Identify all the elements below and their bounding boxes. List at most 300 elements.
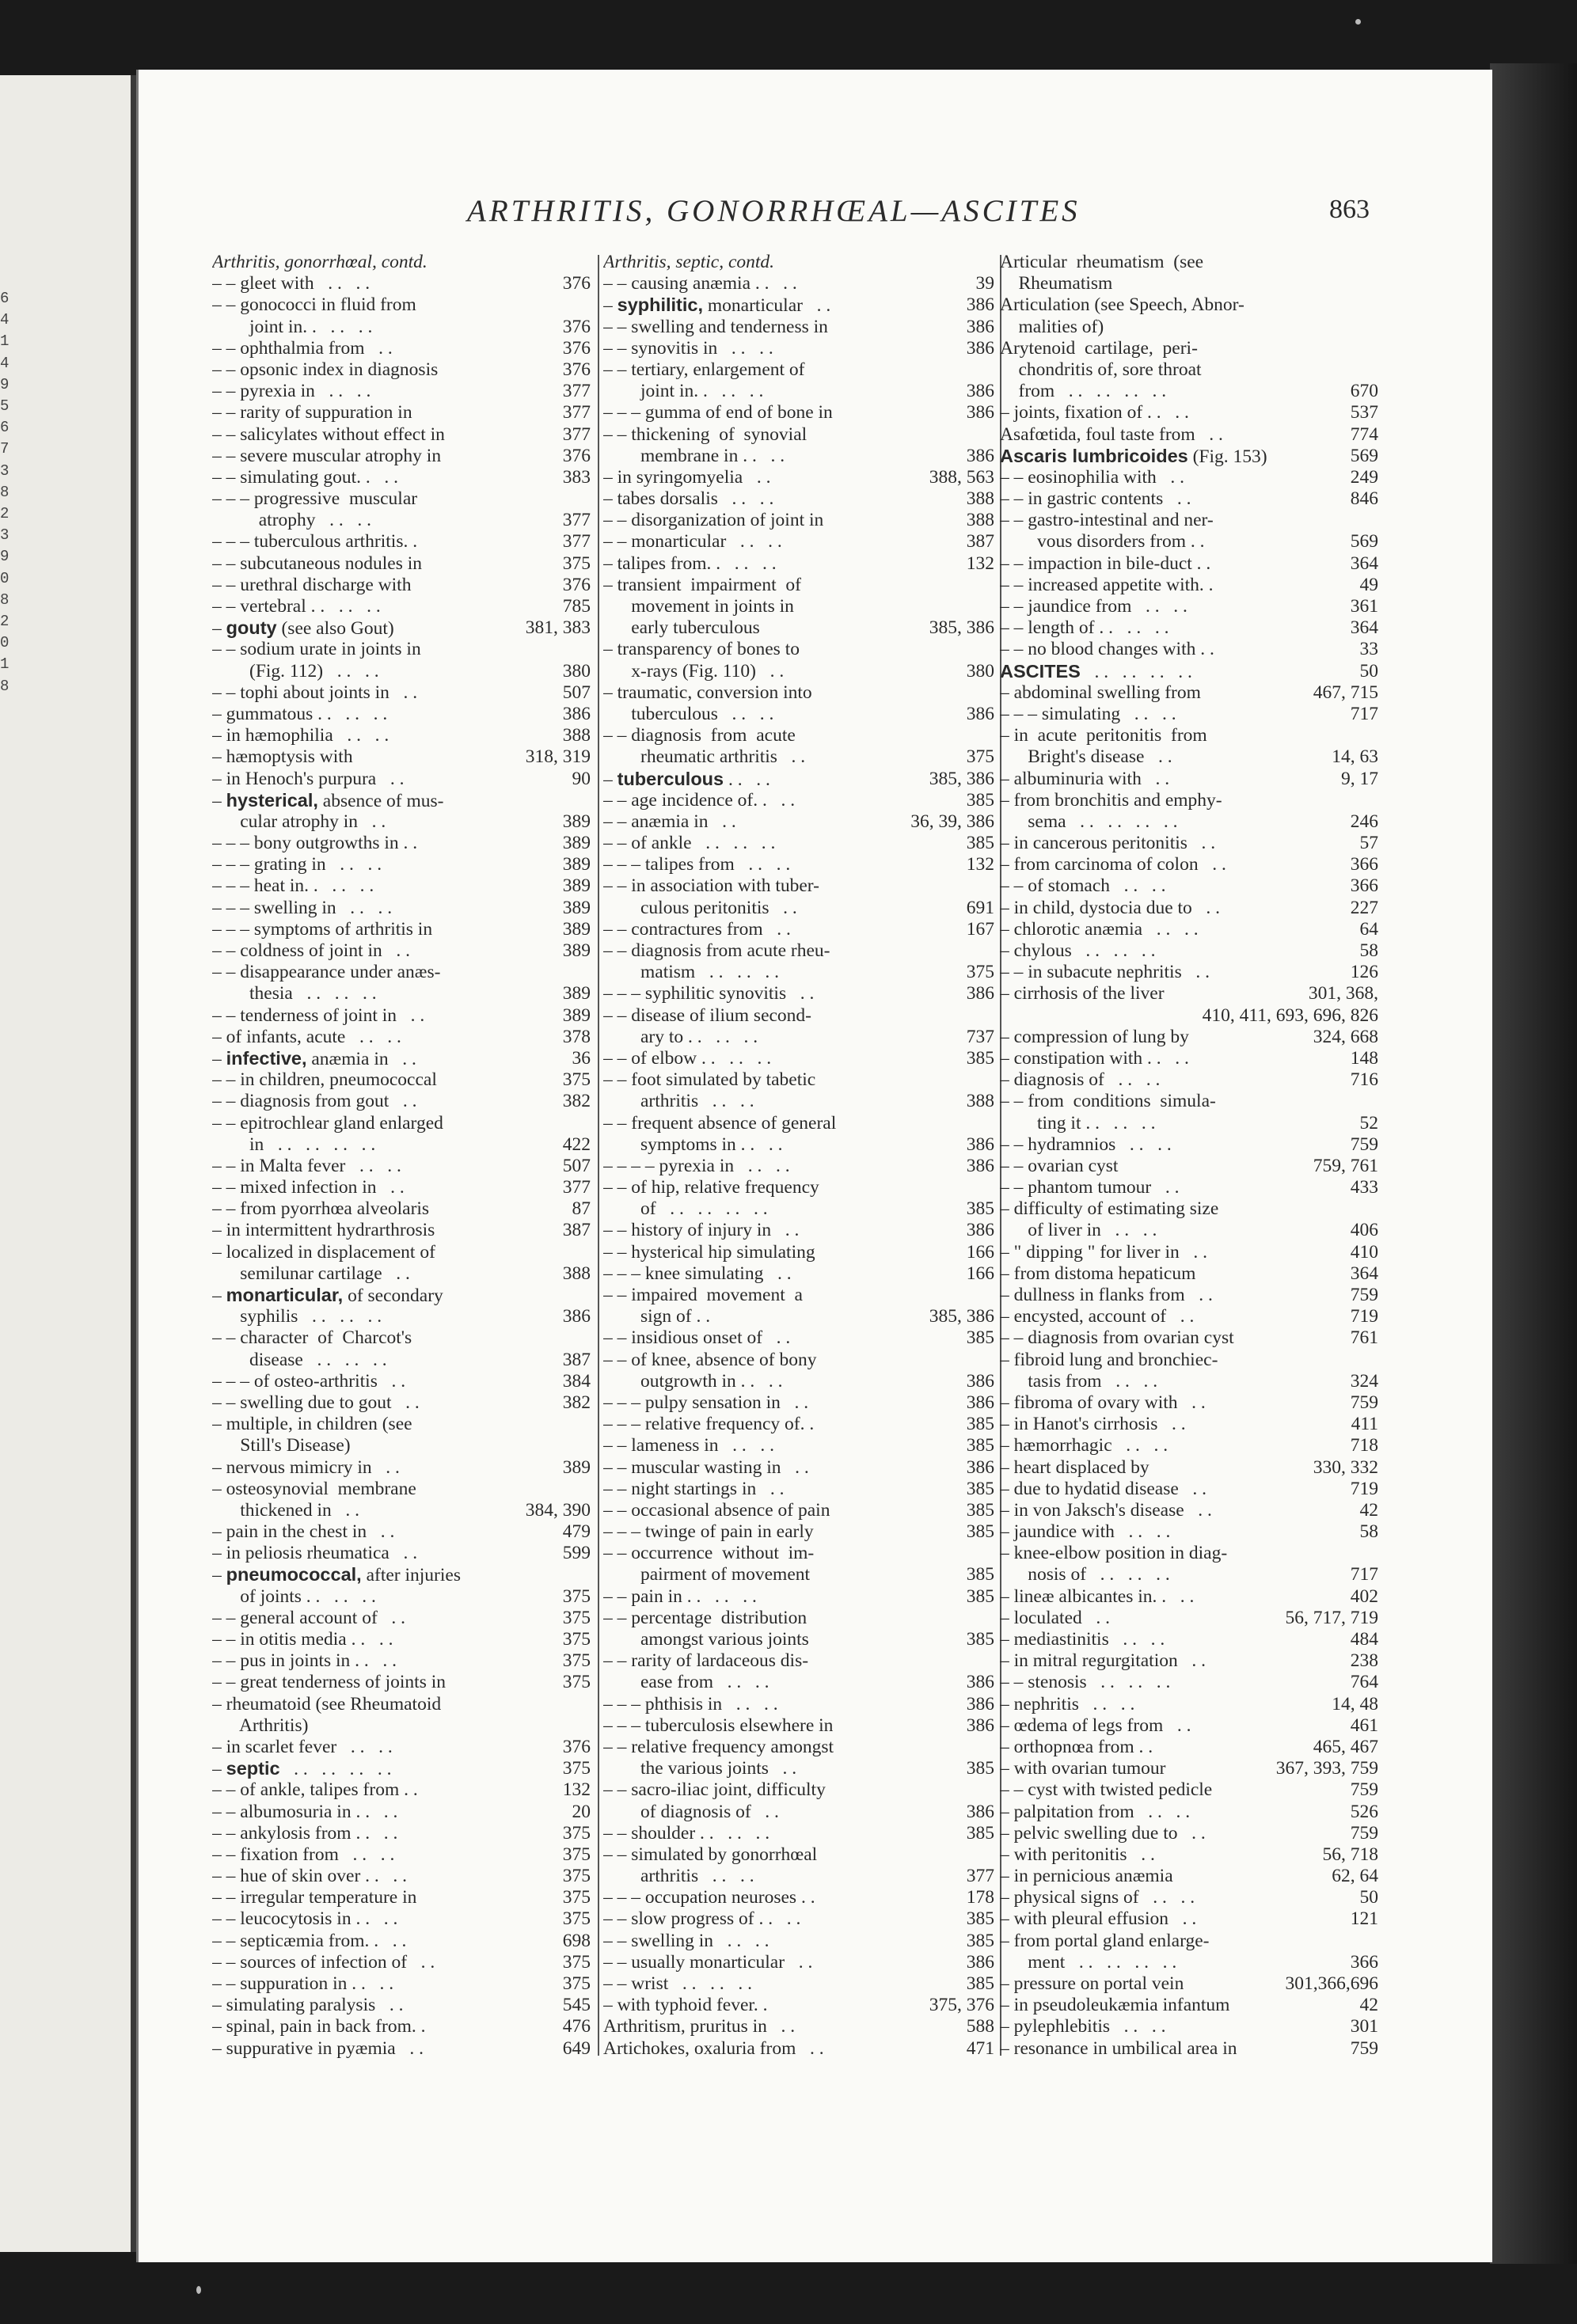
index-entry [603,1350,994,1371]
entry-text: – with ovarian tumour [1000,1758,1166,1779]
entry-text: arthritis . . . . [603,1091,754,1112]
index-entry [212,1887,591,1908]
index-entry [1000,1952,1378,1973]
entry-text: – – usually monarticular . . [603,1951,813,1973]
page-reference: 389 [562,854,591,875]
entry-text: – suppurative in pyæmia . . [212,2037,424,2059]
index-entry [212,1672,591,1693]
entry-text: – – great tenderness of joints in [212,1672,446,1693]
entry-text: – in Henoch's purpura . . [212,768,405,789]
page-reference: 385 [966,1414,994,1435]
index-entry [212,833,591,854]
entry-text: – albuminuria with . . [1000,768,1170,789]
page-reference: 385 [966,1585,994,1607]
entry-text: thickened in . . [212,1499,360,1521]
page-reference: 366 [1350,1951,1378,1973]
index-entry [603,898,994,919]
index-entry [212,1952,591,1973]
page-reference: 569 [1350,531,1378,553]
entry-text: – septic . . . . . . . . [212,1758,392,1780]
entry-text: the various joints . . [603,1758,797,1779]
entry-text: – with pleural effusion . . [1000,1908,1197,1930]
margin-digit: 1 [0,332,10,351]
entry-text: – pelvic swelling due to . . [1000,1822,1206,1844]
entry-text: – – insidious onset of . . [603,1327,791,1349]
entry-text: – – fixation from . . . . [212,1844,395,1865]
index-entry [1000,1694,1378,1715]
page-reference: 465, 467 [1313,1736,1378,1757]
index-entry [1000,1672,1378,1693]
entry-text: – – diagnosis from acute rheu- [603,940,830,961]
index-entry [212,704,591,725]
index-entry [212,1350,591,1371]
index-entry [603,1134,994,1156]
page-reference: 376 [562,316,591,337]
page-reference: 52 [1359,1112,1378,1134]
index-entry [603,746,994,768]
entry-text: – – urethral discharge with [212,574,412,595]
entry-text: – – in otitis media . . . . [212,1629,393,1650]
index-entry [1000,639,1378,660]
index-entry [1000,1285,1378,1306]
entry-text: – – ankylosis from . . . . [212,1822,398,1844]
entry-text: – – – of osteo-arthritis . . [212,1370,406,1392]
index-entry [603,2016,994,2037]
page-reference: 386 [966,1392,994,1413]
index-entry [603,1285,994,1306]
index-entry [1000,359,1378,381]
entry-text: of joints . . . . . . [212,1585,376,1607]
entry-text: – – pain in . . . . . . [603,1585,757,1607]
index-entry [603,1457,994,1479]
index-entry [212,553,591,575]
page-reference: 377 [562,381,591,402]
entry-text: malities of) [1000,316,1104,337]
entry-text: – chlorotic anæmia . . . . [1000,918,1199,940]
index-entry [212,1608,591,1629]
index-entry [212,1371,591,1392]
index-entry [603,1995,994,2016]
entry-text: – – in subacute nephritis . . [1000,962,1210,983]
index-entry [1000,1134,1378,1156]
index-entry [603,338,994,359]
index-entry [603,1392,994,1414]
page-reference: 389 [562,875,591,897]
entry-text: – – of ankle . . . . . . [603,833,776,854]
entry-text: – – diagnosis from ovarian cyst [1000,1327,1234,1349]
page-reference: 366 [1350,854,1378,875]
entry-text: – – albumosuria in . . . . [212,1801,398,1822]
index-entry [1000,1242,1378,1263]
index-entry [1000,833,1378,854]
index-entry [603,402,994,423]
index-entry [212,1027,591,1048]
page-reference: 375 [562,553,591,574]
page-reference: 376 [562,574,591,595]
page-reference: 385 [966,1758,994,1779]
page-reference: 846 [1350,488,1378,510]
index-entry [603,1543,994,1564]
index-entry [1000,1177,1378,1198]
entry-text: – – opsonic index in diagnosis [212,359,439,380]
index-entry [1000,1327,1378,1349]
entry-text: – simulating paralysis . . [212,1995,404,2016]
entry-text: – – epitrochlear gland enlarged [212,1112,443,1134]
entry-text: – – – gumma of end of bone in [603,402,833,423]
index-entry [1000,446,1378,467]
page-reference: 375 [562,1758,591,1779]
entry-text: – – leucocytosis in . . . . [212,1908,398,1930]
index-entry [603,1931,994,1952]
page-reference: 386 [966,1220,994,1241]
entry-text: – in intermittent hydrarthrosis [212,1220,435,1241]
margin-digit: 0 [0,569,10,587]
index-entry [603,1371,994,1392]
entry-text: ary to . . . . . . [603,1026,758,1047]
index-entry [212,402,591,423]
page-reference: 385 [966,1908,994,1930]
page-reference: 402 [1350,1585,1378,1607]
index-entry [212,769,591,790]
index-entry [212,1564,591,1585]
index-entry [212,273,591,294]
entry-text: (Fig. 112) . . . . [212,660,379,682]
page-reference: 719 [1350,1306,1378,1327]
index-entry [1000,962,1378,983]
page-reference: 387 [562,1349,591,1370]
page-reference: 377 [562,510,591,531]
index-entry [603,596,994,617]
entry-text: – tuberculous . . . . [603,768,770,790]
entry-text: – pressure on portal vein [1000,1973,1184,1994]
index-entry [212,467,591,488]
page-reference: 385 [966,789,994,811]
index-entry [212,875,591,897]
index-entry [603,661,994,682]
index-entry [212,1908,591,1930]
entry-text: – – slow progress of . . . . [603,1908,801,1930]
page-reference: 719 [1350,1478,1378,1499]
index-entry [1000,1586,1378,1608]
page-reference: 56, 717, 719 [1285,1607,1378,1628]
index-entry [1000,2016,1378,2037]
entry-text: outgrowth in . . . . [603,1370,783,1392]
index-entry [1000,317,1378,338]
index-entry [212,1285,591,1306]
entry-text: Arthritis, septic, contd. [603,252,775,272]
entry-text: – – no blood changes with . . [1000,639,1214,660]
entry-text: – in peliosis rheumatica . . [212,1543,418,1564]
index-entry [212,1779,591,1801]
page-reference: 761 [1350,1327,1378,1349]
page-reference: 249 [1350,466,1378,488]
entry-text: – dullness in flanks from . . [1000,1285,1213,1305]
entry-text: – – cyst with twisted pedicle [1000,1779,1213,1801]
margin-digit: 2 [0,505,10,522]
margin-digit: 8 [0,483,10,501]
entry-text: – in child, dystocia due to . . [1000,897,1221,918]
entry-text: – spinal, pain in back from. . [212,2016,426,2037]
index-entry [212,1995,591,2016]
entry-text: x-rays (Fig. 110) . . [603,660,785,682]
page-reference: 375 [562,1069,591,1091]
index-entry [1000,725,1378,746]
entry-text: – – disappearance under anæs- [212,962,441,983]
page-reference: 377 [562,402,591,423]
entry-text: tasis from . . . . [1000,1370,1158,1392]
page-reference: 386 [966,1801,994,1822]
page-reference: 383 [562,466,591,488]
page-reference: 389 [562,833,591,854]
page-reference: 132 [966,854,994,875]
index-entry [212,1048,591,1069]
index-entry [1000,575,1378,596]
entry-text: ASCITES . . . . . . . . [1000,660,1192,682]
index-entry [603,1414,994,1435]
page-reference: 386 [966,1672,994,1693]
page-reference: 381, 383 [525,617,591,639]
page-reference: 718 [1350,1435,1378,1456]
index-entry [212,338,591,359]
entry-text: – traumatic, conversion into [603,682,812,703]
entry-text: Articular rheumatism (see [1000,252,1204,272]
page-reference: 670 [1350,381,1378,402]
entry-text: – syphilitic, monarticular . . [603,294,831,317]
index-entry [1000,553,1378,575]
index-entry [603,424,994,446]
page-reference: 386 [562,703,591,724]
index-entry [603,1327,994,1349]
page-reference: 759 [1350,1285,1378,1305]
index-entry [603,531,994,553]
index-entry [603,1156,994,1177]
entry-text: Arthritism, pruritus in . . [603,2016,796,2037]
entry-text: – from bronchitis and emphy- [1000,789,1222,811]
page-reference: 376 [562,273,591,294]
entry-text: – – hysterical hip simulating [603,1241,815,1263]
entry-text: – osteosynovial membrane [212,1478,416,1499]
entry-text: – – character of Charcot's [212,1327,412,1349]
entry-text: – – increased appetite with. . [1000,574,1214,595]
entry-text: – – simulated by gonorrhœal [603,1844,818,1865]
entry-text: – – length of . . . . . . [1000,617,1169,639]
page-reference: 386 [966,1134,994,1155]
index-entry [1000,617,1378,639]
entry-text: – – frequent absence of general [603,1112,837,1134]
page-reference: 58 [1359,1521,1378,1543]
index-entry [1000,746,1378,768]
entry-text: – – simulating gout. . . . [212,466,398,488]
page-reference: 774 [1350,423,1378,445]
entry-text: – – mixed infection in . . [212,1177,405,1198]
entry-text: – – in gastric contents . . [1000,488,1191,510]
index-entry [1000,1931,1378,1952]
index-entry [1000,682,1378,704]
entry-text: Rheumatism [1000,273,1113,294]
page-reference: 375 [562,1973,591,1994]
margin-digit: 6 [0,290,10,307]
margin-digit: 5 [0,397,10,415]
page-reference: 376 [562,337,591,359]
index-entry [1000,1758,1378,1779]
index-entry [212,725,591,746]
entry-text: – – rarity of lardaceous dis- [603,1650,809,1672]
index-entry [603,1069,994,1091]
index-entry [212,1392,591,1414]
page-reference: 377 [562,423,591,445]
page-reference: 545 [562,1995,591,2016]
page-reference: 526 [1350,1801,1378,1822]
index-entry [603,1758,994,1779]
index-entry [1000,1629,1378,1650]
index-entry [212,1091,591,1112]
margin-digit: 8 [0,677,10,695]
page-reference: 386 [966,402,994,423]
page-reference: 389 [562,983,591,1004]
index-entry [212,1306,591,1327]
index-entry [212,1220,591,1241]
entry-text: – – – bony outgrowths in . . [212,833,418,854]
index-entry [1000,1091,1378,1112]
index-entry [1000,1995,1378,2016]
index-entry [603,1091,994,1112]
entry-text: – – ovarian cyst [1000,1155,1119,1176]
page-reference: 301 [1350,2016,1378,2037]
page-reference: 57 [1359,833,1378,854]
entry-text: – – foot simulated by tabetic [603,1069,816,1091]
page-reference: 388 [562,1263,591,1284]
entry-text: atrophy . . . . [212,510,372,531]
entry-text: culous peritonitis . . [603,897,797,918]
entry-text: – – of elbow . . . . . . [603,1047,772,1069]
page-reference: 318, 319 [525,746,591,768]
entry-text: – – lameness in . . . . [603,1435,775,1456]
entry-text: – rheumatoid (see Rheumatoid [212,1693,442,1715]
entry-text: – – contractures from . . [603,918,791,940]
page-reference: 461 [1350,1715,1378,1736]
entry-text: – talipes from. . . . . . [603,553,777,574]
entry-text: – – in children, pneumococcal [212,1069,437,1091]
entry-text: vous disorders from . . [1000,531,1205,553]
index-entry [1000,488,1378,510]
entry-text: of diagnosis of . . [603,1801,779,1822]
page-reference: 126 [1350,962,1378,983]
index-entry [212,1629,591,1650]
page-reference: 39 [975,273,994,294]
index-entry [603,962,994,983]
entry-text: semilunar cartilage . . [212,1263,410,1284]
page-reference: 42 [1359,1499,1378,1521]
page-reference: 759 [1350,1779,1378,1801]
page-reference: 361 [1350,596,1378,617]
index-entry [603,1779,994,1801]
index-entry [212,682,591,704]
index-entry [1000,1608,1378,1629]
index-entry [212,1758,591,1779]
index-entry [212,1005,591,1027]
page-reference: 387 [562,1220,591,1241]
index-entry [603,769,994,790]
index-entry [603,833,994,854]
page-reference: 717 [1350,703,1378,724]
page-reference: 569 [1350,445,1378,466]
binding-shadow [1490,63,1577,2264]
index-entry [1000,1500,1378,1521]
page-reference: 385 [966,1478,994,1499]
entry-text: – hæmorrhagic . . . . [1000,1435,1168,1456]
entry-text: membrane in . . . . [603,445,785,466]
index-entry [603,1500,994,1521]
entry-text: – nervous mimicry in . . [212,1456,400,1478]
running-title: ARTHRITIS, GONORRHŒAL—ASCITES [467,194,1081,228]
page-reference: 717 [1350,1564,1378,1585]
entry-text: – localized in displacement of [212,1241,435,1263]
page-reference: 476 [562,2016,591,2037]
entry-text: matism . . . . . . [603,962,779,983]
entry-text: – – sources of infection of . . [212,1951,435,1973]
entry-text: – – disorganization of joint in [603,510,824,531]
entry-text: – – causing anæmia . . . . [603,273,797,294]
entry-text: – – – twinge of pain in early [603,1521,814,1543]
entry-text: – pain in the chest in . . [212,1521,395,1543]
page-reference: 385 [966,1198,994,1220]
entry-text: nosis of . . . . . . [1000,1564,1170,1585]
page-reference: 14, 48 [1332,1693,1378,1715]
page-reference: 375 [562,1908,591,1930]
index-entry [603,1586,994,1608]
page-reference: 375, 376 [929,1995,994,2016]
entry-text: – – suppuration in . . . . [212,1973,394,1994]
entry-text: – – – simulating . . . . [1000,703,1176,724]
page-reference: 376 [562,445,591,466]
index-entry [212,1802,591,1823]
page-reference: 764 [1350,1672,1378,1693]
index-entry [1000,1220,1378,1241]
page-reference: 537 [1350,402,1378,423]
index-entry [212,1069,591,1091]
page-reference: 375 [966,962,994,983]
entry-text: – gummatous . . . . . . [212,703,388,724]
page-reference: 759, 761 [1313,1155,1378,1176]
index-column-1 [212,252,591,2060]
margin-digit: 4 [0,311,10,329]
entry-text: – – – heat in. . . . . . [212,875,374,897]
entry-text: – mediastinitis . . . . [1000,1629,1165,1650]
entry-text: – – diagnosis from gout . . [212,1091,417,1112]
entry-text: – – – tuberculous arthritis. . [212,531,418,553]
entry-text: – – – knee simulating . . [603,1263,792,1284]
margin-digit: 6 [0,419,10,437]
index-entry [1000,875,1378,897]
entry-text: Still's Disease) [212,1435,351,1456]
entry-text: – diagnosis of . . . . [1000,1069,1161,1091]
index-entry [603,1027,994,1048]
entry-text: disease . . . . . . [212,1349,387,1370]
index-entry [1000,1564,1378,1585]
page-reference: 301,366,696 [1285,1973,1378,1994]
page-reference: 36 [572,1047,591,1069]
entry-text: – – – swelling in . . . . [212,897,393,918]
entry-text: – – – grating in . . . . [212,854,382,875]
page-reference: 385, 386 [929,768,994,789]
entry-text: – – from conditions simula- [1000,1091,1216,1112]
page-reference: 386 [966,983,994,1004]
page-reference: 375 [562,1607,591,1628]
entry-text: – cirrhosis of the liver [1000,983,1165,1004]
entry-text: rheumatic arthritis . . [603,746,806,768]
index-entry [1000,1156,1378,1177]
entry-text: – – monarticular . . . . [603,531,782,553]
